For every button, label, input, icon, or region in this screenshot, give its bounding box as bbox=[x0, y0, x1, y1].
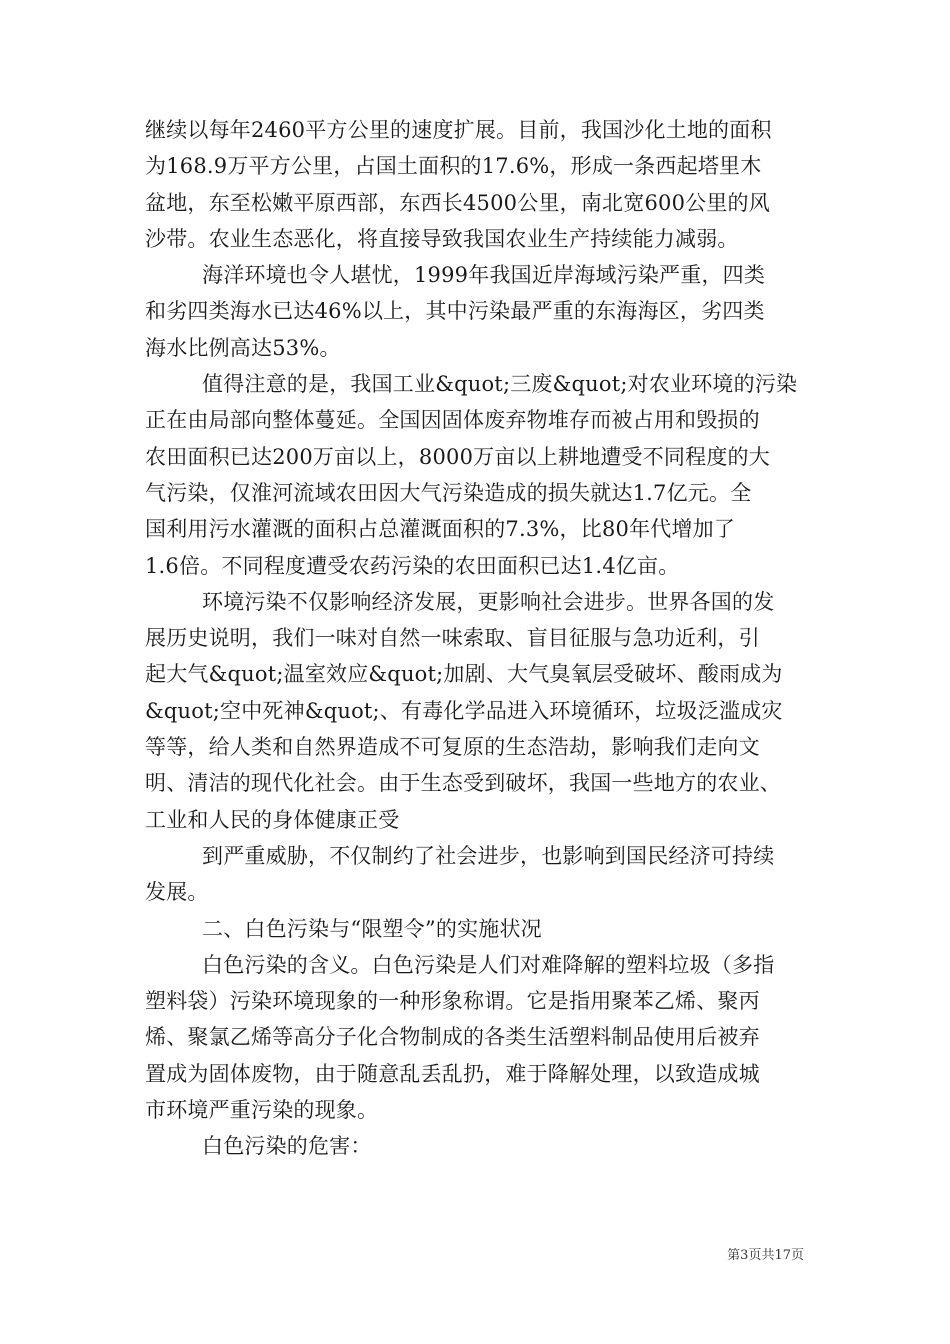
text-line: 塑料袋）污染环境现象的一种形象称谓。它是指用聚苯乙烯、聚丙 bbox=[145, 989, 760, 1014]
text-line: 正在由局部向整体蔓延。全国因固体废弃物堆存而被占用和毁损的 bbox=[145, 408, 760, 433]
text-line: 继续以每年2460平方公里的速度扩展。目前，我国沙化土地的面积 bbox=[145, 118, 772, 142]
text-line: 值得注意的是，我国工业&quot;三废&quot;对农业环境的污染 bbox=[202, 372, 798, 397]
para-white-pollution-harm bbox=[145, 1128, 815, 1164]
document-body bbox=[145, 112, 815, 1165]
text-line: 国利用污水灌溉的面积占总灌溉面积的7.3%，比80年代增加了 bbox=[145, 517, 736, 542]
text-line: &quot;空中死神&quot;、有毒化学品进入环境循环，垃圾泛滥成灾 bbox=[145, 698, 783, 723]
text-line: 二、白色污染与“限塑令”的实施状况 bbox=[202, 916, 542, 941]
text-line: 为168.9万平方公里，占国土面积的17.6%，形成一条西起塔里木 bbox=[145, 154, 762, 179]
text-line: 气污染，仅淮河流域农田因大气污染造成的损失就达1.7亿元。全 bbox=[145, 480, 752, 505]
text-line: 和劣四类海水已达46%以上，其中污染最严重的东海海区，劣四类 bbox=[145, 299, 765, 324]
page-number: 第3页共17页 bbox=[727, 1248, 804, 1263]
text-line: 等等，给人类和自然界造成不可复原的生态浩劫，影响我们走向文 bbox=[145, 735, 760, 760]
text-line: 环境污染不仅影响经济发展，更影响社会进步。世界各国的发 bbox=[202, 589, 775, 614]
text-line: 盆地，东至松嫩平原西部，东西长4500公里，南北宽600公里的风 bbox=[145, 190, 770, 215]
para-desertification bbox=[145, 112, 815, 257]
text-line: 市环境严重污染的现象。 bbox=[145, 1098, 379, 1123]
text-line: 农田面积已达200万亩以上，8000万亩以上耕地遭受不同程度的大 bbox=[145, 444, 770, 469]
text-line: 海洋环境也令人堪忧，1999年我国近岸海域污染严重，四类 bbox=[202, 263, 766, 288]
para-marine-environment bbox=[145, 257, 815, 366]
text-line: 发展。 bbox=[145, 880, 209, 905]
text-line: 明、清洁的现代化社会。由于生态受到破坏，我国一些地方的农业、 bbox=[145, 771, 781, 796]
text-line: 到严重威胁，不仅制约了社会进步，也影响到国民经济可持续 bbox=[202, 843, 775, 868]
text-line: 沙带。农业生态恶化，将直接导致我国农业生产持续能力减弱。 bbox=[145, 226, 739, 251]
text-line: 展历史说明，我们一味对自然一味索取、盲目征服与急功近利，引 bbox=[145, 626, 760, 651]
para-industrial-waste bbox=[145, 366, 815, 584]
text-line: 1.6倍。不同程度遭受农药污染的农田面积已达1.4亿亩。 bbox=[145, 553, 680, 578]
para-social-impact bbox=[145, 584, 815, 838]
text-line: 工业和人民的身体健康正受 bbox=[145, 807, 400, 832]
text-line: 置成为固体废物，由于随意乱丢乱扔，难于降解处理，以致造成城 bbox=[145, 1061, 760, 1086]
text-line: 白色污染的含义。白色污染是人们对难降解的塑料垃圾（多指 bbox=[202, 952, 775, 977]
para-white-pollution-definition bbox=[145, 947, 815, 1128]
text-line: 烯、聚氯乙烯等高分子化合物制成的各类生活塑料制品使用后被弃 bbox=[145, 1025, 760, 1050]
section-heading-white-pollution bbox=[145, 911, 815, 947]
text-line: 白色污染的危害： bbox=[202, 1134, 372, 1159]
para-serious-threat bbox=[145, 838, 815, 911]
text-line: 海水比例高达53%。 bbox=[145, 335, 341, 360]
text-line: 起大气&quot;温室效应&quot;加剧、大气臭氧层受破坏、酸雨成为 bbox=[145, 662, 783, 687]
